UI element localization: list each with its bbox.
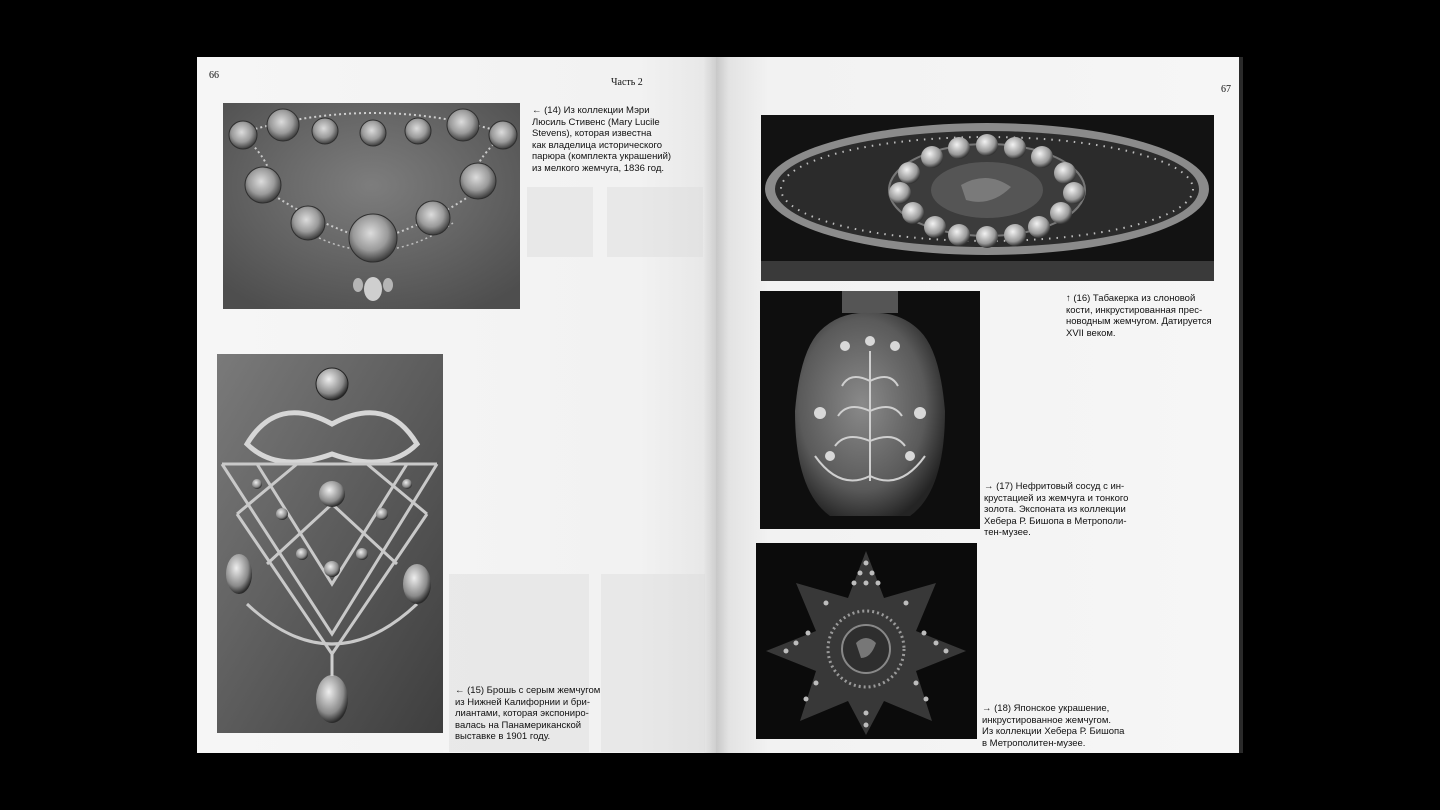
ivory-snuffbox-photo [761, 115, 1214, 281]
left-page [197, 57, 716, 753]
page-number-left: 66 [209, 70, 219, 81]
pearl-necklace-photo [223, 103, 520, 309]
snuffbox-illustration [761, 115, 1214, 281]
necklace-illustration [223, 103, 520, 309]
pearl-brooch-photo [217, 354, 443, 733]
caption-18: → (18) Японское украшение, инкрустированное жемчугом. Из коллекции Хебера Р. Бишопа в Метрополитен-музее. [982, 703, 1125, 749]
running-head: Часть 2 [611, 77, 643, 88]
japanese-ornament-illustration [756, 543, 977, 739]
right-page [716, 57, 1243, 753]
brooch-illustration [217, 354, 443, 733]
show-through-block [527, 187, 593, 257]
page-number-right: 67 [1221, 84, 1231, 95]
page-edge [1239, 57, 1243, 753]
jade-vessel-illustration [760, 291, 980, 529]
caption-15: ← (15) Брошь с серым жемчугом из Нижней Калифорнии и бри- лиантами, которая экспониро- валась на Панамериканской выставке в 1901 году. [455, 685, 601, 743]
show-through-block [607, 187, 703, 257]
book-spread [197, 57, 1243, 753]
caption-16: ↑ (16) Табакерка из слоновой кости, инкрустированная прес- новодным жемчугом. Датируется XVII веком. [1066, 293, 1212, 339]
caption-14: ← (14) Из коллекции Мэри Люсиль Стивенс (Mary Lucile Stevens), которая известна как владелица исторического парюра (комплекта украшений) из мелкого жемчуга, 1836 год. [532, 105, 672, 174]
caption-17: → (17) Нефритовый сосуд с ин- крустацией из жемчуга и тонкого золота. Экспоната из коллекции Хебера Р. Бишопа в Метрополи- тен-музее. [984, 481, 1129, 539]
japanese-ornament-photo [756, 543, 977, 739]
jade-vessel-photo [760, 291, 980, 529]
book-gutter [703, 57, 729, 753]
